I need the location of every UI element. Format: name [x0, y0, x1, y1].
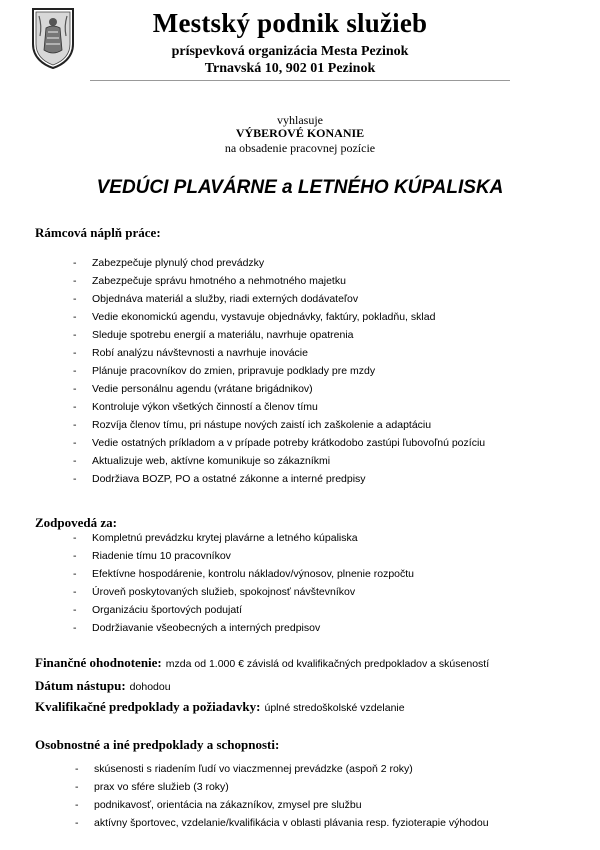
list-item: - prax vo sfére služieb (3 roky) — [75, 781, 229, 793]
start-date-row — [35, 677, 171, 695]
list-item: - Kompletnú prevádzku krytej plavárne a letného kúpaliska — [73, 532, 358, 544]
salary-value: mzda od 1.000 € závislá od kvalifikačných predpokladov a skúseností — [165, 658, 490, 670]
coat-of-arms-icon — [30, 6, 76, 70]
list-item: - Plánuje pracovníkov do zmien, pripravuje podklady pre mzdy — [73, 365, 376, 377]
qualification-value: úplné stredoškolské vzdelanie — [264, 702, 405, 714]
intro-announces: vyhlasuje — [277, 113, 323, 127]
header-divider — [90, 80, 510, 81]
intro-position-text: na obsadenie pracovnej pozície — [224, 141, 376, 155]
list-item: - Sleduje spotrebu energií a materiálu, navrhuje opatrenia — [73, 329, 354, 341]
list-item: - skúsenosti s riadením ľudí vo viaczmennej prevádzke (aspoň 2 roky) — [75, 763, 413, 775]
duties-list — [0, 254, 485, 488]
qualification-label: Kvalifikačné predpoklady a požiadavky: — [35, 699, 261, 714]
duties-heading: Rámcová náplň práce: — [35, 225, 161, 240]
start-date-value: dohodou — [129, 681, 171, 693]
start-date-label: Dátum nástupu: — [35, 678, 126, 693]
list-item: - Dodržiava BOZP, PO a ostatné zákonne a interné predpisy — [73, 473, 366, 485]
list-item: - podnikavosť, orientácia na zákazníkov, zmysel pre službu — [75, 799, 362, 811]
list-item: - Robí analýzu návštevnosti a navrhuje inovácie — [73, 347, 308, 359]
list-item: - Objednáva materiál a služby, riadi externých dodávateľov — [73, 293, 359, 305]
personal-requirements-list — [0, 760, 489, 832]
organization-name: Mestský podnik služieb — [152, 8, 428, 38]
organization-subtitle: príspevková organizácia Mesta Pezinok — [171, 44, 409, 59]
list-item: - Vedie ostatných príkladom a v prípade potreby krátkodobo zastúpi ľubovoľnú pozíciu — [73, 437, 486, 449]
list-item: - Efektívne hospodárenie, kontrolu nákladov/výnosov, plnenie rozpočtu — [73, 568, 415, 580]
list-item: - Kontroluje výkon všetkých činností a členov tímu — [73, 401, 318, 413]
list-item: - Zabezpečuje správu hmotného a nehmotného majetku — [73, 275, 346, 287]
list-item: - Organizáciu športových podujatí — [73, 604, 242, 616]
salary-row — [35, 654, 489, 672]
intro-selection-procedure: VÝBEROVÉ KONANIE — [235, 126, 365, 140]
responsibilities-heading: Zodpovedá za: — [35, 515, 117, 530]
list-item: - Vedie personálnu agendu (vrátane brigádnikov) — [73, 383, 313, 395]
list-item: - Aktualizuje web, aktívne komunikuje so zákazníkmi — [73, 455, 331, 467]
list-item: - Dodržiavanie všeobecných a interných predpisov — [73, 622, 321, 634]
list-item: - Zabezpečuje plynulý chod prevádzky — [73, 257, 265, 269]
list-item: - Riadenie tímu 10 pracovníkov — [73, 550, 231, 562]
list-item: - Vedie ekonomickú agendu, vystavuje objednávky, faktúry, pokladňu, sklad — [73, 311, 436, 323]
list-item: - Rozvíja členov tímu, pri nástupe nových zaistí ich zaškolenie a adaptáciu — [73, 419, 432, 431]
personal-requirements-heading: Osobnostné a iné predpoklady a schopnosti: — [35, 737, 280, 752]
list-item: - Úroveň poskytovaných služieb, spokojnosť návštevníkov — [73, 586, 356, 598]
salary-label: Finančné ohodnotenie: — [35, 655, 162, 670]
responsibilities-list — [0, 529, 414, 637]
list-item: - aktívny športovec, vzdelanie/kvalifikácia v oblasti plávania resp. fyzioterapie výhodou — [75, 817, 489, 829]
position-title: VEDÚCI PLAVÁRNE a LETNÉHO KÚPALISKA — [96, 177, 504, 198]
organization-address: Trnavská 10, 902 01 Pezinok — [204, 61, 376, 76]
qualification-row — [35, 698, 405, 716]
